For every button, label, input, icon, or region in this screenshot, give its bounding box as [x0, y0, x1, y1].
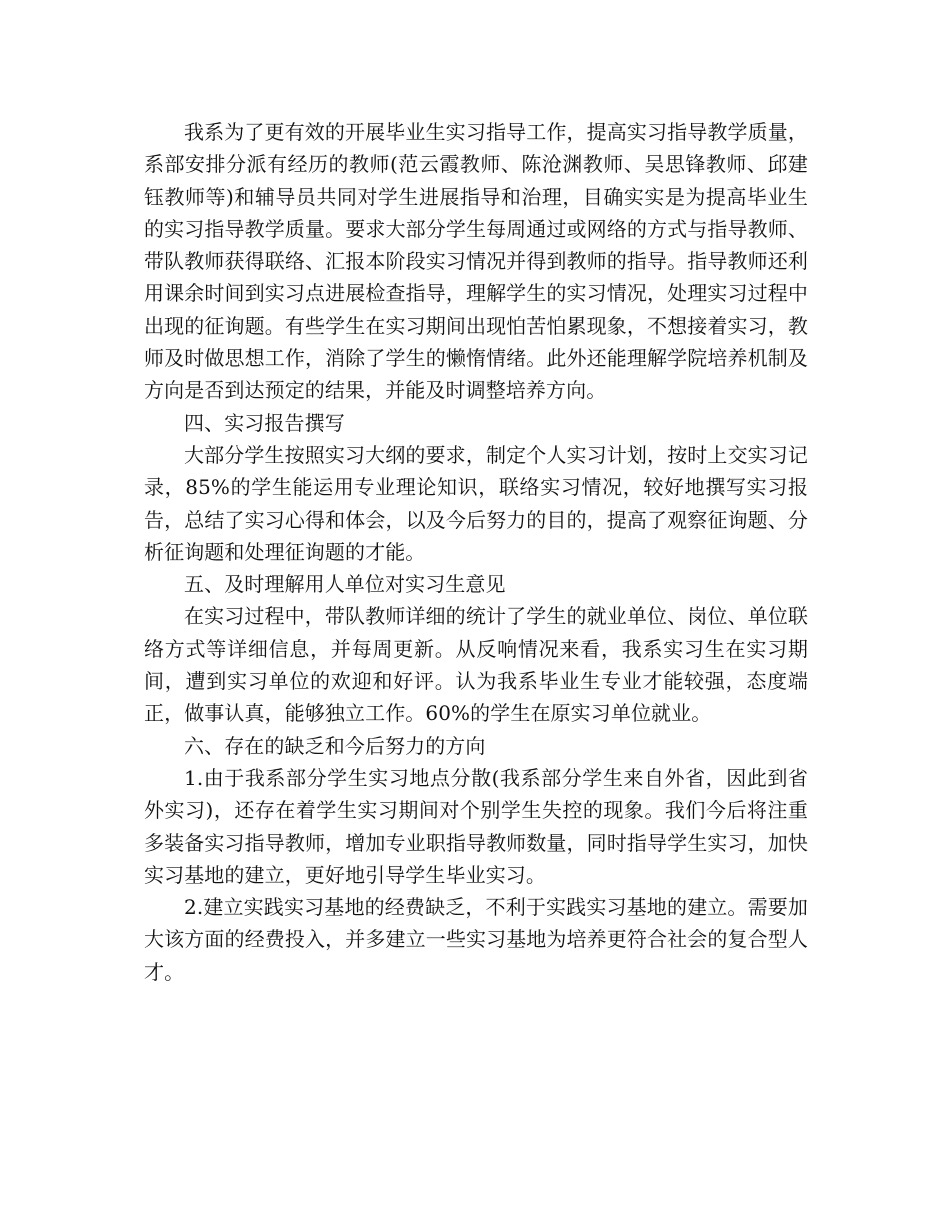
- document-body: [144, 116, 808, 988]
- paragraph-shortcoming-2: 2.建立实践实习基地的经费缺乏，不利于实践实习基地的建立。需要加大该方面的经费投入，并多建立一些实习基地为培养更符合社会的复合型人才。: [144, 895, 808, 984]
- section-heading-shortcomings: 六、存在的缺乏和今后努力的方向: [184, 733, 486, 758]
- section-heading-report-writing: 四、实习报告撰写: [184, 410, 345, 435]
- paragraph-employer-feedback: 在实习过程中，带队教师详细的统计了学生的就业单位、岗位、单位联络方式等详细信息，并每周更新。从反响情况来看，我系实习生在实习期间，遭到实习单位的欢迎和好评。认为我系毕业生专业才能较强，态度端正，做事认真，能够独立工作。60%的学生在原实习单位就业。: [144, 604, 808, 726]
- section-heading-employer-feedback: 五、及时理解用人单位对实习生意见: [184, 572, 506, 597]
- paragraph-guidance: 我系为了更有效的开展毕业生实习指导工作，提高实习指导教学质量，系部安排分派有经历的教师(范云霞教师、陈沧渊教师、吴思锋教师、邱建钰教师等)和辅导员共同对学生进展指导和治理，目确实实是为提高毕业生的实习指导教学质量。要求大部分学生每周通过或网络的方式与指导教师、带队教师获得联络、汇报本阶段实习情况并得到教师的指导。指导教师还利用课余时间到实习点进展检查指导，理解学生的实习情况，处理实习过程中出现的征询题。有些学生在实习期间出现怕苦怕累现象，不想接着实习，教师及时做思想工作，消除了学生的懒惰情绪。此外还能理解学院培养机制及方向是否到达预定的结果，并能及时调整培养方向。: [144, 120, 808, 403]
- paragraph-shortcoming-1: 1.由于我系部分学生实习地点分散(我系部分学生来自外省，因此到省外实习)，还存在着学生实习期间对个别学生失控的现象。我们今后将注重多装备实习指导教师，增加专业职指导教师数量，同时指导学生实习，加快实习基地的建立，更好地引导学生毕业实习。: [144, 765, 808, 887]
- paragraph-report-writing: 大部分学生按照实习大纲的要求，制定个人实习计划，按时上交实习记录，85%的学生能运用专业理论知识，联络实习情况，较好地撰写实习报告，总结了实习心得和体会，以及今后努力的目的，提高了观察征询题、分析征询题和处理征询题的才能。: [144, 442, 808, 564]
